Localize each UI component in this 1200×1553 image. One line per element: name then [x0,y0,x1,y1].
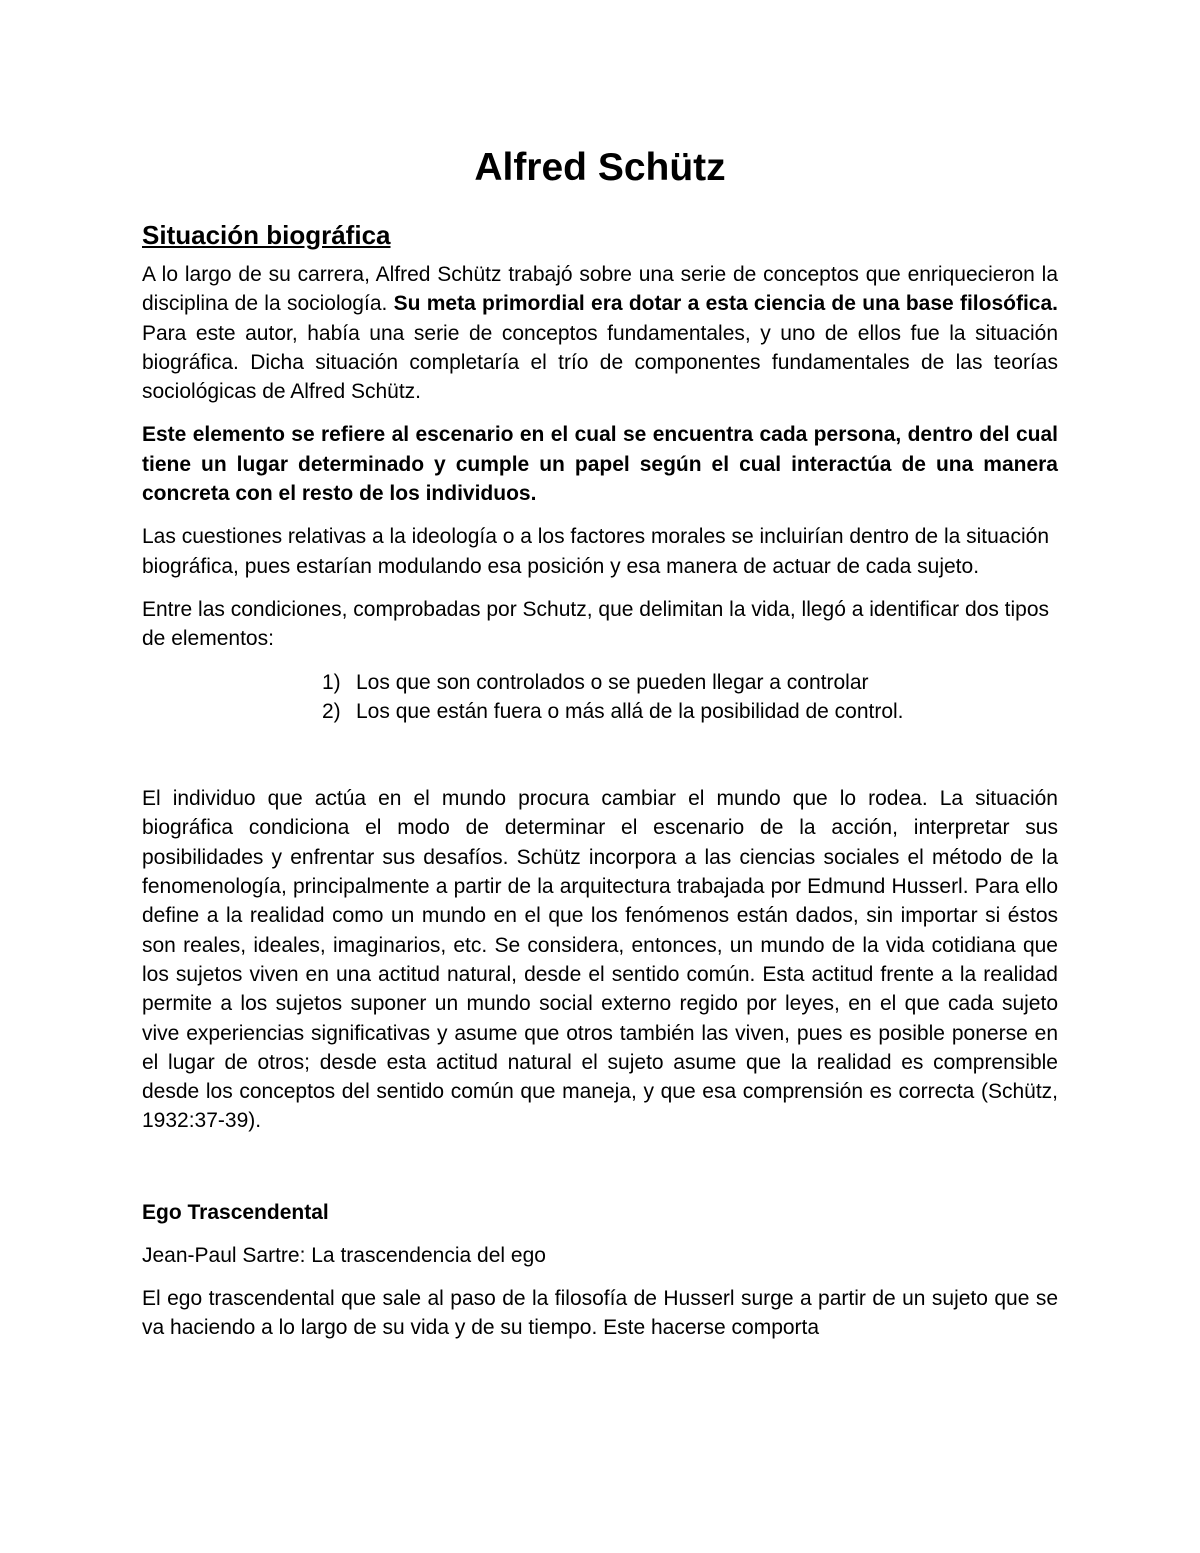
list-item [322,697,1058,726]
paragraph-conditions: Entre las condiciones, comprobadas por Schutz, que delimitan la vida, llegó a identificar dos tipos de elementos: [142,597,1050,651]
document-page [142,140,1058,1357]
list-item [322,668,1058,697]
section-heading-situacion-biografica: Situación biográfica [142,220,391,250]
list-item-number: 2) [322,699,341,723]
paragraph-individual: El individuo que actúa en el mundo procura cambiar el mundo que lo rodea. La situación biográfica condiciona el modo de determinar el escenario de la acción, interpretar sus posibilidades y enfrentar sus desafíos. Schütz incorpora a las ciencias sociales el método de la fenomenología, principalmente a partir de la arquitectura trabajada por Edmund Husserl. Para ello define a la realidad como un mundo en el que los fenómenos están dados, sin importar si éstos son reales, ideales, imaginarios, etc. Se considera, entonces, un mundo de la vida cotidiana que los sujetos viven en una actitud natural, desde el sentido común. Esta actitud frente a la realidad permite a los sujetos suponer un mundo social externo regido por leyes, en el que cada sujeto vive experiencias significativas y asume que otros también las viven, pues es posible ponerse en el lugar de otros; desde esta actitud natural el sujeto asume que la realidad es comprensible desde los conceptos del sentido común que maneja, y que esa comprensión es correcta (Schütz, 1932:37-39). [142,787,1058,1133]
paragraph-ego: El ego trascendental que sale al paso de la filosofía de Husserl surge a partir de un sujeto que se va haciendo a lo largo de su vida y de su tiempo. Este hacerse comporta [142,1287,1058,1340]
paragraph-intro-text: A lo largo de su carrera, Alfred Schütz trabajó sobre una serie de conceptos que enriquecieron la disciplina de la sociología. [142,263,1058,316]
section-heading-ego-trascendental: Ego Trascendental [142,1200,329,1224]
paragraph-sartre: Jean-Paul Sartre: La trascendencia del ego [142,1243,546,1267]
list-item-text: Los que están fuera o más allá de la posibilidad de control. [356,699,904,723]
paragraph-intro-text-end: Para este autor, había una serie de conceptos fundamentales, y uno de ellos fue la situación biográfica. Dicha situación completaría el trío de componentes fundamentales de las teorías sociológicas de Alfred Schütz. [142,321,1058,404]
document-title: Alfred Schütz [474,146,726,189]
list-item-number: 1) [322,670,341,694]
list-item-text: Los que son controlados o se pueden llegar a controlar [356,670,869,694]
paragraph-ideology: Las cuestiones relativas a la ideología o a los factores morales se incluirían dentro de la situación biográfica, pues estarían modulando esa posición y esa manera de actuar de cada sujeto. [142,525,1050,578]
paragraph-intro-bold: Su meta primordial era dotar a esta ciencia de una base filosófica. [393,292,1058,316]
paragraph-intro [142,260,1058,406]
paragraph-definition: Este elemento se refiere al escenario en el cual se encuentra cada persona, dentro del cual tiene un lugar determinado y cumple un papel según el cual interactúa de una manera concreta con el resto de los individuos. [142,423,1058,506]
numbered-list [142,668,1058,727]
